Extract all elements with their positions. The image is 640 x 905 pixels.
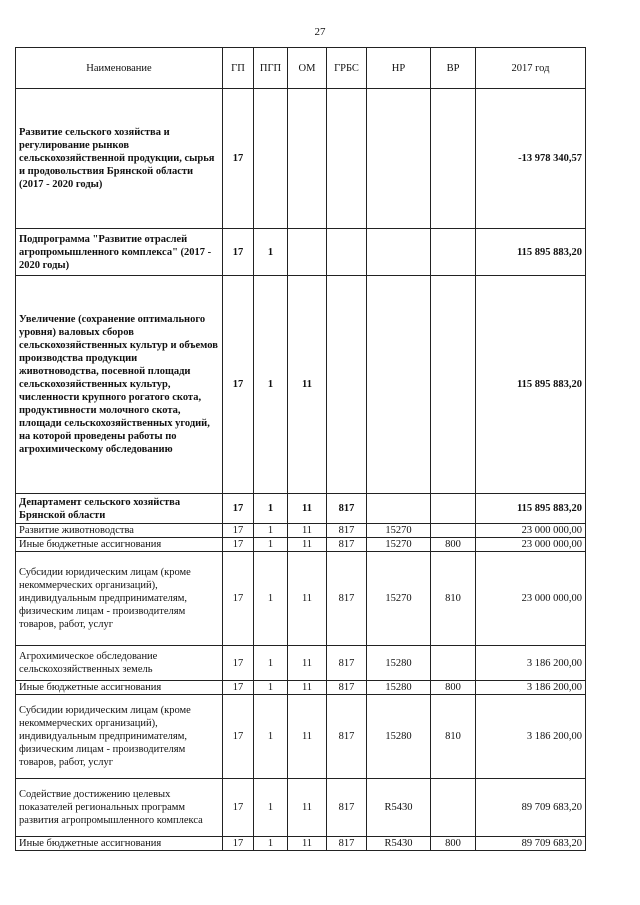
- row-name: Иные бюджетные ассигнования: [16, 538, 223, 552]
- row-amount: 3 186 200,00: [476, 681, 586, 695]
- row-pgp: 1: [254, 276, 288, 494]
- row-gp: 17: [223, 538, 254, 552]
- budget-table: [15, 47, 586, 851]
- row-name: Иные бюджетные ассигнования: [16, 681, 223, 695]
- row-name: Увеличение (сохранение оптимального уровня) валовых сборов сельскохозяйственных культур и объемов производства продукции животноводства, посевной площади сельскохозяйственных культур, численности крупного рогатого скота, продуктивности молочного скота, площади сельскохозяйственных угодий, на которой проведены работы по агрохимическому обследованию: [16, 276, 223, 494]
- row-name: Субсидии юридическим лицам (кроме некоммерческих организаций), индивидуальным предпринимателям, физическим лицам - производителям товаров, работ, услуг: [16, 695, 223, 779]
- row-pgp: 1: [254, 779, 288, 837]
- table-row: [16, 89, 586, 229]
- row-nr: 15280: [367, 681, 431, 695]
- row-grbs: 817: [327, 494, 367, 524]
- row-pgp: 1: [254, 538, 288, 552]
- header-nr: НР: [367, 48, 431, 89]
- row-om: [288, 89, 327, 229]
- row-om: [288, 229, 327, 276]
- row-om: 11: [288, 552, 327, 646]
- row-grbs: [327, 229, 367, 276]
- row-grbs: [327, 89, 367, 229]
- row-amount: 3 186 200,00: [476, 695, 586, 779]
- row-gp: 17: [223, 695, 254, 779]
- row-om: 11: [288, 681, 327, 695]
- header-om: ОМ: [288, 48, 327, 89]
- row-om: 11: [288, 646, 327, 681]
- row-vr: 800: [431, 837, 476, 851]
- row-vr: [431, 524, 476, 538]
- row-vr: 810: [431, 695, 476, 779]
- table-row: [16, 779, 586, 837]
- table-row: [16, 646, 586, 681]
- row-name: Подпрограмма "Развитие отраслей агропромышленного комплекса" (2017 - 2020 годы): [16, 229, 223, 276]
- table-row: [16, 681, 586, 695]
- table-row: [16, 276, 586, 494]
- row-grbs: 817: [327, 779, 367, 837]
- row-pgp: 1: [254, 646, 288, 681]
- table-row: [16, 229, 586, 276]
- header-vr: ВР: [431, 48, 476, 89]
- row-amount: 89 709 683,20: [476, 837, 586, 851]
- row-pgp: 1: [254, 494, 288, 524]
- row-om: 11: [288, 538, 327, 552]
- row-pgp: [254, 89, 288, 229]
- row-vr: 800: [431, 538, 476, 552]
- row-name: Субсидии юридическим лицам (кроме некоммерческих организаций), индивидуальным предпринимателям, физическим лицам - производителям товаров, работ, услуг: [16, 552, 223, 646]
- row-name: Иные бюджетные ассигнования: [16, 837, 223, 851]
- row-grbs: 817: [327, 552, 367, 646]
- row-gp: 17: [223, 89, 254, 229]
- row-nr: [367, 229, 431, 276]
- row-vr: [431, 229, 476, 276]
- row-name: Развитие животноводства: [16, 524, 223, 538]
- table-row: [16, 837, 586, 851]
- row-amount: 89 709 683,20: [476, 779, 586, 837]
- row-amount: 23 000 000,00: [476, 538, 586, 552]
- row-gp: 17: [223, 552, 254, 646]
- row-pgp: 1: [254, 681, 288, 695]
- row-name: Содействие достижению целевых показателей региональных программ развития агропромышленного комплекса: [16, 779, 223, 837]
- row-nr: 15280: [367, 695, 431, 779]
- row-amount: 23 000 000,00: [476, 552, 586, 646]
- row-gp: 17: [223, 779, 254, 837]
- row-nr: R5430: [367, 837, 431, 851]
- row-om: 11: [288, 276, 327, 494]
- row-pgp: 1: [254, 837, 288, 851]
- header-name: Наименование: [16, 48, 223, 89]
- header-grbs: ГРБС: [327, 48, 367, 89]
- row-nr: [367, 494, 431, 524]
- row-name: Департамент сельского хозяйства Брянской области: [16, 494, 223, 524]
- row-vr: [431, 779, 476, 837]
- row-gp: 17: [223, 229, 254, 276]
- row-om: 11: [288, 524, 327, 538]
- table-row: [16, 552, 586, 646]
- row-vr: 800: [431, 681, 476, 695]
- header-row: [16, 48, 586, 89]
- row-gp: 17: [223, 681, 254, 695]
- header-year: 2017 год: [476, 48, 586, 89]
- row-nr: 15280: [367, 646, 431, 681]
- table-row: [16, 695, 586, 779]
- row-grbs: [327, 276, 367, 494]
- row-nr: [367, 89, 431, 229]
- row-vr: [431, 276, 476, 494]
- row-nr: 15270: [367, 552, 431, 646]
- row-vr: 810: [431, 552, 476, 646]
- row-amount: 115 895 883,20: [476, 229, 586, 276]
- row-amount: -13 978 340,57: [476, 89, 586, 229]
- row-grbs: 817: [327, 538, 367, 552]
- row-vr: [431, 646, 476, 681]
- table-row: [16, 524, 586, 538]
- row-amount: 115 895 883,20: [476, 276, 586, 494]
- row-grbs: 817: [327, 695, 367, 779]
- table-row: [16, 494, 586, 524]
- page-number: 27: [314, 26, 326, 38]
- row-amount: 3 186 200,00: [476, 646, 586, 681]
- row-gp: 17: [223, 837, 254, 851]
- row-amount: 115 895 883,20: [476, 494, 586, 524]
- row-om: 11: [288, 494, 327, 524]
- row-grbs: 817: [327, 681, 367, 695]
- row-amount: 23 000 000,00: [476, 524, 586, 538]
- row-vr: [431, 89, 476, 229]
- row-nr: 15270: [367, 538, 431, 552]
- row-grbs: 817: [327, 837, 367, 851]
- row-gp: 17: [223, 494, 254, 524]
- header-gp: ГП: [223, 48, 254, 89]
- row-grbs: 817: [327, 646, 367, 681]
- row-om: 11: [288, 695, 327, 779]
- row-nr: 15270: [367, 524, 431, 538]
- row-name: Агрохимическое обследование сельскохозяйственных земель: [16, 646, 223, 681]
- row-pgp: 1: [254, 229, 288, 276]
- row-pgp: 1: [254, 524, 288, 538]
- row-om: 11: [288, 837, 327, 851]
- row-pgp: 1: [254, 552, 288, 646]
- header-pgp: ПГП: [254, 48, 288, 89]
- row-nr: R5430: [367, 779, 431, 837]
- row-grbs: 817: [327, 524, 367, 538]
- row-vr: [431, 494, 476, 524]
- row-nr: [367, 276, 431, 494]
- row-gp: 17: [223, 524, 254, 538]
- row-gp: 17: [223, 646, 254, 681]
- row-om: 11: [288, 779, 327, 837]
- row-gp: 17: [223, 276, 254, 494]
- row-name: Развитие сельского хозяйства и регулирование рынков сельскохозяйственной продукции, сырья и продовольствия Брянской области (2017 - 2020 годы): [16, 89, 223, 229]
- table-row: [16, 538, 586, 552]
- row-pgp: 1: [254, 695, 288, 779]
